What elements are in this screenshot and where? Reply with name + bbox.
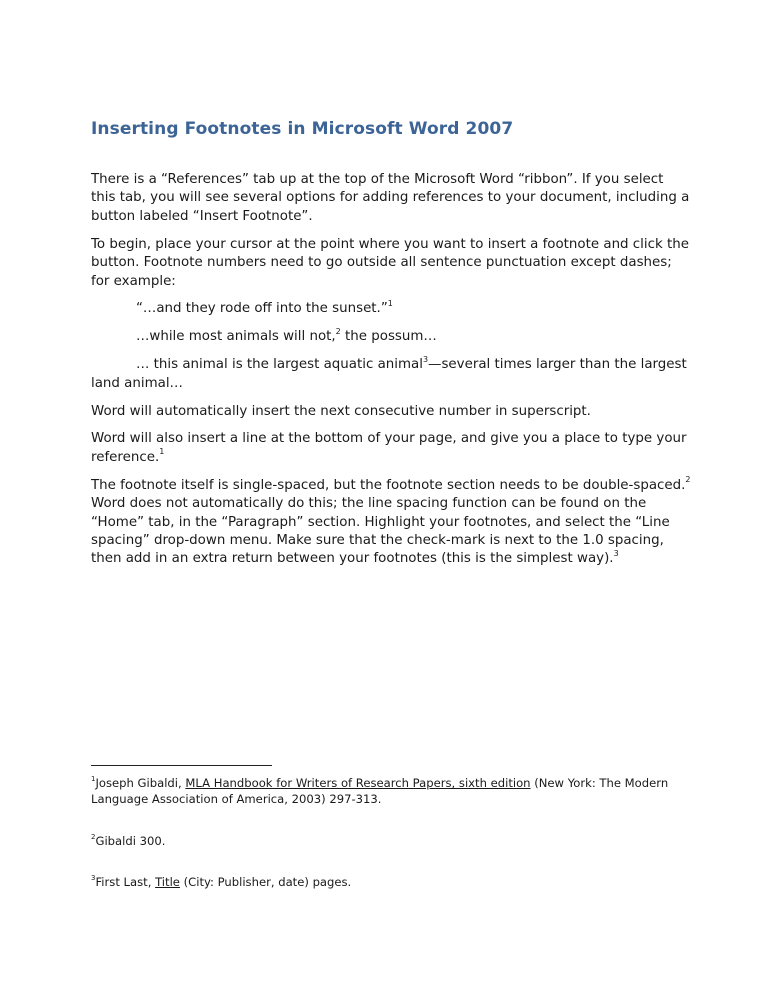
footnote-number: 1 [91,775,96,784]
footnote-author: First Last, [95,875,156,889]
footnote-2 [91,834,691,850]
paragraph-spacing [91,477,691,569]
example-aquatic [91,356,691,393]
footnote-number: 3 [91,874,96,883]
footnote-ref: 2 [685,475,691,485]
footnote-separator [91,765,272,766]
footnote-3 [91,875,691,891]
paragraph-begin: To begin, place your cursor at the point where you want to insert a footnote and click the button. Footnote numbers need to go outside all sentence punctuation except dashes; for example: [91,236,689,289]
footnote-citation: (City: Publisher, date) pages. [179,875,352,889]
footnote-ref: 1 [159,447,165,457]
paragraph-line [91,430,691,467]
footnote-ref: 3 [422,354,429,364]
document-title: Inserting Footnotes in Microsoft Word 2007 [91,119,514,139]
example-sunset [91,300,691,318]
example-text: “…and they rode off into the sunset.” [136,301,388,317]
footnote-citation: (New York: The Modern Language Association of America, 2003) 297-313. [91,776,669,806]
paragraph-text: Word will also insert a line at the bottom of your page, and give you a place to type your reference. [91,431,687,465]
document-body [91,171,691,578]
example-text: the possum… [340,329,437,345]
footnote-1 [91,776,691,808]
example-possum [91,328,691,346]
footnote-ref: 2 [335,326,341,336]
footnote-ref: 1 [387,298,393,308]
footnote-citation: Gibaldi 300. [95,834,166,848]
footnote-work-title: Title [155,875,180,889]
paragraph-text: The footnote itself is single-spaced, but the footnote section needs to be double-spaced. [91,477,686,493]
paragraph-text: Word does not automatically do this; the line spacing function can be found on the “Home” tab, in the “Paragraph” section. Highlight your footnotes, and select the “Line spacing” drop-down menu. Make sure that the check-mark is next to the 1.0 spacing, then add in an extra return between your footnotes (this is the simplest way). [91,496,670,567]
example-text: …while most animals will not, [136,329,336,345]
footnote-number: 2 [91,833,96,842]
paragraph-references-tab: There is a “References” tab up at the top of the Microsoft Word “ribbon”. If you select this tab, you will see several options for adding references to your document, including a button labeled “Insert Footnote”. [91,172,690,224]
footnote-author: Joseph Gibaldi, [95,776,186,790]
example-text: … this animal is the largest aquatic animal [136,357,423,373]
paragraph-superscript: Word will automatically insert the next consecutive number in superscript. [91,403,591,419]
footnote-ref: 3 [613,548,619,558]
footnote-work-title: MLA Handbook for Writers of Research Papers, sixth edition [185,776,531,790]
example-text: —several times larger than the largest land animal… [91,357,687,391]
